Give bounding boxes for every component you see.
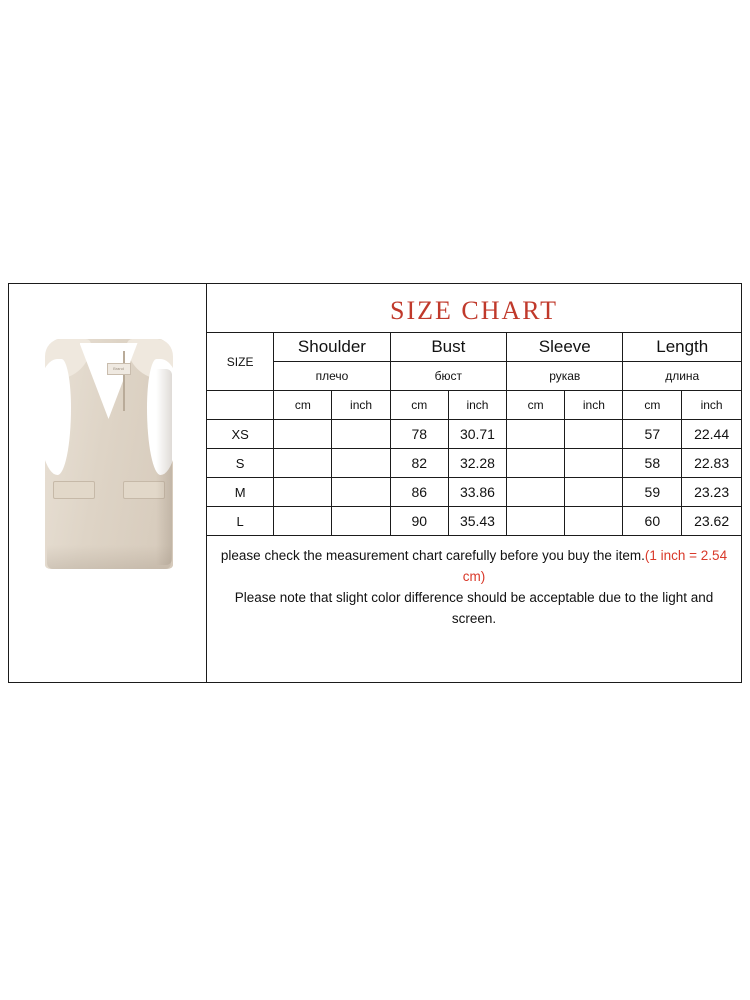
header-shoulder-en: Shoulder xyxy=(274,333,390,362)
header-sleeve-ru: рукав xyxy=(507,362,623,391)
note-measure-text: please check the measurement chart carefully before you buy the item. xyxy=(220,548,645,563)
units-length-inch: inch xyxy=(682,391,741,420)
header-bust-en: Bust xyxy=(390,333,506,362)
garment-left-armhole-shape xyxy=(37,359,71,475)
row-size-xs: XS xyxy=(207,420,274,449)
s-sleeve-inch xyxy=(565,449,623,478)
s-bust-inch: 32.28 xyxy=(448,449,506,478)
units-sleeve-cm: cm xyxy=(507,391,565,420)
units-shoulder-inch: inch xyxy=(332,391,390,420)
s-shoulder-inch xyxy=(332,449,390,478)
garment-hem-shading xyxy=(47,545,171,569)
table-row xyxy=(207,420,741,449)
product-garment-illustration xyxy=(31,329,186,579)
size-chart-panel xyxy=(8,283,742,683)
table-header-row-en xyxy=(207,333,741,362)
table-row xyxy=(207,449,741,478)
m-shoulder-cm xyxy=(274,478,332,507)
note-conversion-text: (1 inch = 2.54 cm) xyxy=(462,548,728,584)
xs-bust-cm: 78 xyxy=(390,420,448,449)
units-shoulder-cm: cm xyxy=(274,391,332,420)
row-size-s: S xyxy=(207,449,274,478)
chart-title: SIZE CHART xyxy=(390,296,558,325)
m-bust-cm: 86 xyxy=(390,478,448,507)
l-bust-inch: 35.43 xyxy=(448,507,506,536)
garment-side-shading xyxy=(156,369,172,565)
l-sleeve-inch xyxy=(565,507,623,536)
table-row xyxy=(207,478,741,507)
s-sleeve-cm xyxy=(507,449,565,478)
l-shoulder-inch xyxy=(332,507,390,536)
s-shoulder-cm xyxy=(274,449,332,478)
size-chart-cell xyxy=(207,284,741,682)
header-shoulder-ru: плечо xyxy=(274,362,390,391)
units-length-cm: cm xyxy=(623,391,682,420)
header-size-label: SIZE xyxy=(207,333,274,391)
garment-brand-label: Brand xyxy=(107,363,131,375)
l-shoulder-cm xyxy=(274,507,332,536)
s-length-inch: 22.83 xyxy=(682,449,741,478)
l-bust-cm: 90 xyxy=(390,507,448,536)
m-length-cm: 59 xyxy=(623,478,682,507)
units-sleeve-inch: inch xyxy=(565,391,623,420)
s-bust-cm: 82 xyxy=(390,449,448,478)
row-size-l: L xyxy=(207,507,274,536)
xs-length-cm: 57 xyxy=(623,420,682,449)
note-color-difference-text: Please note that slight color difference should be acceptable due to the light and screen. xyxy=(234,589,714,626)
l-length-cm: 60 xyxy=(623,507,682,536)
header-bust-ru: бюст xyxy=(390,362,506,391)
units-size-blank xyxy=(207,391,274,420)
xs-sleeve-cm xyxy=(507,420,565,449)
product-image-cell xyxy=(9,284,207,682)
m-sleeve-inch xyxy=(565,478,623,507)
xs-sleeve-inch xyxy=(565,420,623,449)
row-size-m: M xyxy=(207,478,274,507)
xs-length-inch: 22.44 xyxy=(682,420,741,449)
l-length-inch: 23.62 xyxy=(682,507,741,536)
measurement-notes xyxy=(207,536,741,630)
xs-shoulder-inch xyxy=(332,420,390,449)
s-length-cm: 58 xyxy=(623,449,682,478)
garment-left-pocket-shape xyxy=(53,481,95,499)
m-shoulder-inch xyxy=(332,478,390,507)
units-bust-inch: inch xyxy=(448,391,506,420)
header-length-en: Length xyxy=(623,333,741,362)
l-sleeve-cm xyxy=(507,507,565,536)
header-sleeve-en: Sleeve xyxy=(507,333,623,362)
m-length-inch: 23.23 xyxy=(682,478,741,507)
xs-shoulder-cm xyxy=(274,420,332,449)
table-row xyxy=(207,507,741,536)
size-chart-table xyxy=(207,332,741,536)
table-units-row xyxy=(207,391,741,420)
m-bust-inch: 33.86 xyxy=(448,478,506,507)
header-length-ru: длина xyxy=(623,362,741,391)
xs-bust-inch: 30.71 xyxy=(448,420,506,449)
garment-back-seam-shape xyxy=(123,351,125,411)
units-bust-cm: cm xyxy=(390,391,448,420)
table-header-row-ru xyxy=(207,362,741,391)
m-sleeve-cm xyxy=(507,478,565,507)
